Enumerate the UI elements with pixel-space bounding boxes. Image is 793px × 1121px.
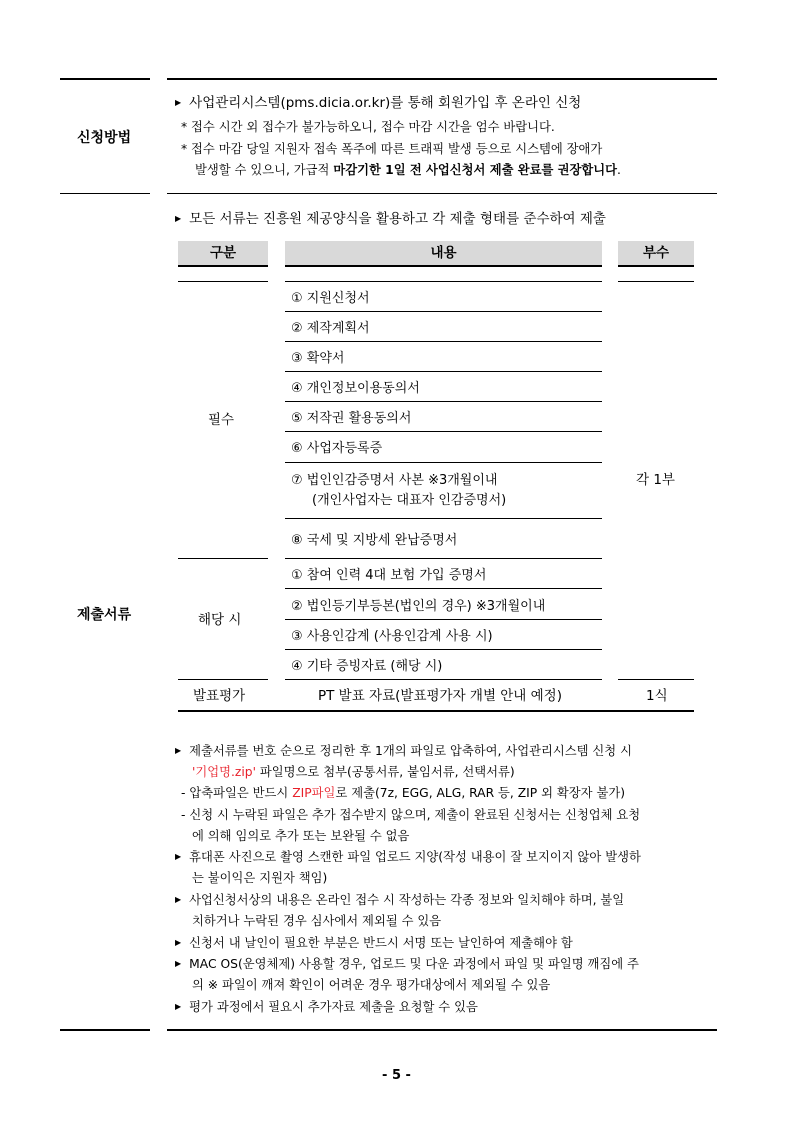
required-item-8: ⑧ 국세 및 지방세 완납증명서: [291, 533, 458, 548]
col3-bottom-rule: [618, 679, 694, 680]
page-number: - 5 -: [382, 1068, 411, 1083]
required-label: 필수: [208, 412, 235, 428]
presentation-copies: 1식: [646, 688, 668, 704]
table-row: [285, 650, 602, 680]
bottom-rule-right: [167, 1029, 717, 1031]
required-item-5: ⑤ 저작권 활용동의서: [291, 411, 412, 426]
note-3-line1: - 신청 시 누락된 파일은 추가 접수받지 않으며, 제출이 완료된 신청서는 신청업체 요청: [181, 808, 641, 822]
section1-bullet-line: [175, 93, 581, 115]
top-rule-right: [167, 78, 717, 80]
triangle-right-icon: ▶: [175, 959, 182, 968]
table-header-category: 구분: [178, 241, 268, 267]
table-row: [285, 559, 602, 589]
note-6-text: 신청서 내 날인이 필요한 부분은 반드시 서명 또는 날인하여 제출해야 함: [189, 936, 573, 950]
note-8-text: 평가 과정에서 필요시 추가자료 제출을 요청할 수 있음: [189, 1000, 478, 1014]
presentation-label: 발표평가: [193, 688, 246, 704]
triangle-right-icon: ▶: [175, 98, 182, 107]
note-8: [175, 997, 478, 1019]
mid-rule-left: [60, 193, 150, 194]
note-5-line2: 치하거나 누락된 경우 심사에서 제외될 수 있음: [192, 914, 442, 928]
note2-prefix: 발생할 수 있으니, 가급적: [195, 163, 334, 177]
section2-intro-text: 모든 서류는 진흥원 제공양식을 활용하고 각 제출 형태를 준수하여 제출: [189, 211, 606, 227]
note-3-line2: 에 의해 임의로 추가 또는 보완될 수 없음: [192, 829, 410, 843]
table-row: [285, 282, 602, 312]
zip-file-highlight: ZIP파일: [292, 786, 336, 800]
table-row: [285, 372, 602, 402]
triangle-right-icon: ▶: [175, 214, 182, 223]
table-header-content: 내용: [285, 241, 602, 267]
note-7-text: MAC OS(운영체제) 사용할 경우, 업로드 및 다운 과정에서 파일 및 파일명 깨짐에 주: [189, 957, 639, 971]
note-7-line1: [175, 954, 639, 976]
note-4-text: 휴대폰 사진으로 촬영 스캔한 파일 업로드 지양(작성 내용이 잘 보지이지 않아 발생하: [189, 850, 641, 864]
required-item-4: ④ 개인정보이용동의서: [291, 381, 420, 396]
triangle-right-icon: ▶: [175, 746, 182, 755]
section1-note1: * 접수 시간 외 접수가 불가능하오니, 접수 마감 시간을 엄수 바랍니다.: [181, 120, 555, 134]
section1-note2-line1: * 접수 마감 당일 지원자 접속 폭주에 따른 트래픽 발생 등으로 시스템에 장애가: [181, 142, 603, 156]
note-1-line1: [175, 741, 632, 763]
section-label-submission-documents: 제출서류: [77, 607, 132, 623]
bottom-rule-left: [60, 1029, 150, 1031]
note-5-line1: [175, 890, 624, 912]
conditional-item-4: ④ 기타 증빙자료 (해당 시): [291, 659, 443, 674]
note2-suffix: .: [617, 163, 621, 177]
copies-each-label: 각 1부: [636, 472, 675, 488]
note-2-rest: 로 제출(7z, EGG, ALG, RAR 등, ZIP 외 확장자 불가): [335, 786, 626, 800]
note-6: [175, 933, 573, 955]
table-row: [285, 312, 602, 342]
top-rule-left: [60, 78, 150, 80]
table-row: [285, 589, 602, 620]
note-4-line1: [175, 847, 641, 869]
mid-rule-right: [167, 193, 717, 194]
table-row: [285, 432, 602, 463]
note-1-text: 제출서류를 번호 순으로 정리한 후 1개의 파일로 압축하여, 사업관리시스템 신청 시: [189, 744, 632, 758]
note-2: [181, 783, 625, 803]
note-1-line2: [192, 762, 515, 782]
note-1-line2-text: 파일명으로 첨부(공통서류, 붙임서류, 선택서류): [255, 765, 515, 779]
conditional-item-1: ① 참여 인력 4대 보험 가입 증명서: [291, 568, 487, 583]
section-label-application-method: 신청방법: [77, 130, 132, 146]
col1-top-rule: [178, 281, 268, 282]
section1-bullet-text: 사업관리시스템(pms.dicia.or.kr)를 통해 회원가입 후 온라인 신청: [189, 95, 582, 111]
triangle-right-icon: ▶: [175, 938, 182, 947]
presentation-content: PT 발표 자료(발표평가자 개별 안내 예정): [318, 688, 562, 704]
table-row: [285, 463, 602, 519]
triangle-right-icon: ▶: [175, 1002, 182, 1011]
note-4-line2: 는 불이익은 지원자 책임): [192, 871, 328, 885]
required-item-6: ⑥ 사업자등록증: [291, 441, 383, 456]
table-row: [285, 342, 602, 372]
table-header-copies: 부수: [618, 241, 694, 267]
note-5-text: 사업신청서상의 내용은 온라인 접수 시 작성하는 각종 정보와 일치해야 하며, 불일: [189, 893, 625, 907]
col3-top-rule: [618, 281, 694, 282]
note2-bold: 마감기한 1일 전 사업신청서 제출 완료를 권장합니다: [333, 163, 618, 177]
table-row: [285, 519, 602, 559]
table-bottom-rule: [178, 710, 694, 712]
conditional-item-3: ③ 사용인감계 (사용인감계 사용 시): [291, 629, 493, 644]
conditional-label: 해당 시: [198, 612, 242, 628]
required-item-3: ③ 확약서: [291, 351, 345, 366]
note-2-prefix: - 압축파일은 반드시: [181, 786, 293, 800]
col1-bottom-rule: [178, 679, 268, 680]
table-row: [285, 620, 602, 650]
required-item-1: ① 지원신청서: [291, 291, 370, 306]
required-item-7-line1: ⑦ 법인인감증명서 사본 ※3개월이내: [291, 473, 498, 488]
zip-filename-highlight: '기업명.zip': [192, 765, 256, 779]
triangle-right-icon: ▶: [175, 895, 182, 904]
note-7-line2: 의 ※ 파일이 깨져 확인이 어려운 경우 평가대상에서 제외될 수 있음: [192, 978, 551, 992]
section2-intro-line: [175, 209, 606, 231]
triangle-right-icon: ▶: [175, 852, 182, 861]
section1-note2-line2: [195, 160, 621, 180]
conditional-item-2: ② 법인등기부등본(법인의 경우) ※3개월이내: [291, 599, 546, 614]
col1-mid-rule: [178, 558, 268, 559]
table-row: [285, 402, 602, 432]
required-item-7-line2: (개인사업자는 대표자 인감증명서): [312, 493, 507, 508]
required-item-2: ② 제작계획서: [291, 321, 370, 336]
